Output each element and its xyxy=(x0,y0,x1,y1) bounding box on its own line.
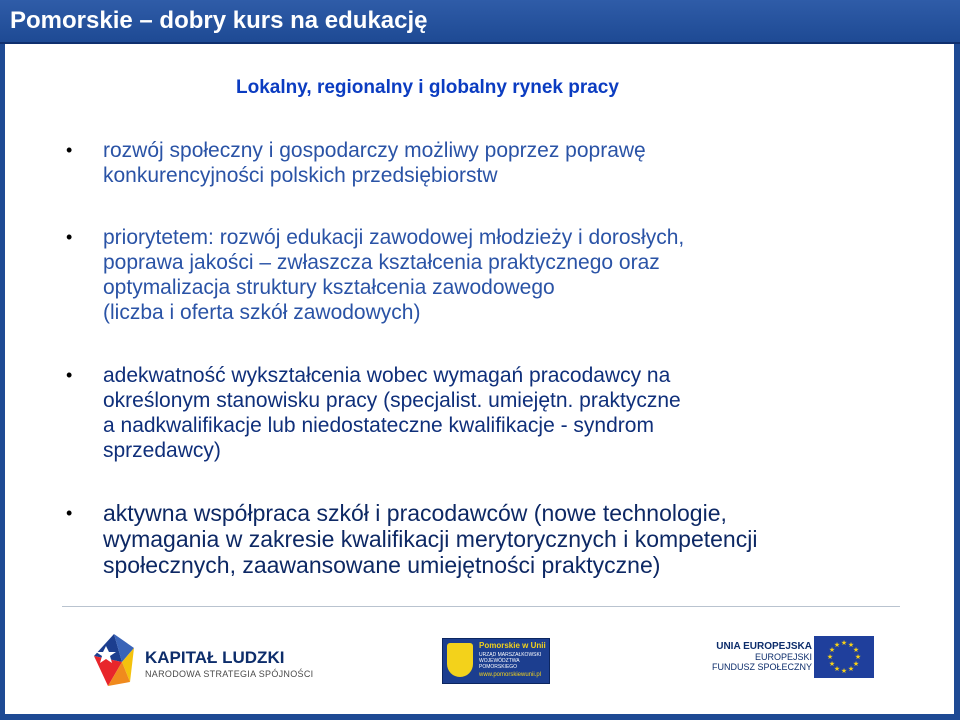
bullet-list xyxy=(62,138,862,578)
eu-text-block xyxy=(700,641,812,672)
svg-text:★: ★ xyxy=(833,641,841,649)
frame-left xyxy=(0,44,5,720)
frame-right xyxy=(954,44,960,720)
bullet-text: aktywna współpraca szkół i pracodawców (nowe technologie, wymagania w zakresie kwalifikacji merytorycznych i kompetencji społecznych, zaawansowane umiejętności praktyczne) xyxy=(103,500,758,578)
slide-heading: Lokalny, regionalny i globalny rynek pracy xyxy=(236,77,619,98)
bullet-marker: • xyxy=(66,503,73,523)
svg-text:★: ★ xyxy=(833,665,841,673)
header-title: Pomorskie – dobry kurs na edukację xyxy=(10,7,428,34)
kapital-ludzki-title: KAPITAŁ LUDZKI xyxy=(145,648,285,667)
svg-text:★: ★ xyxy=(840,639,848,647)
kapital-ludzki-subtitle: NARODOWA STRATEGIA SPÓJNOŚCI xyxy=(145,669,314,679)
pomorskie-logo xyxy=(442,638,550,684)
bullet-item xyxy=(62,138,862,188)
svg-text:★: ★ xyxy=(847,665,855,673)
pomorskie-title: Pomorskie w Unii xyxy=(479,641,546,650)
bullet-item xyxy=(62,225,862,325)
pomorskie-url: www.pomorskiewunii.pl xyxy=(479,672,542,678)
bullet-text: priorytetem: rozwój edukacji zawodowej młodzieży i dorosłych, poprawa jakości – zwłaszcza kształcenia praktycznego oraz optymalizacja struktury kształcenia zawodowego (liczba i oferta szkół zawodowych) xyxy=(103,226,685,324)
bullet-marker: • xyxy=(66,227,73,247)
bullet-marker: • xyxy=(66,140,73,160)
header-bar xyxy=(0,0,960,44)
bullet-marker: • xyxy=(66,365,73,385)
svg-text:★: ★ xyxy=(826,653,834,661)
bullet-item xyxy=(62,500,862,578)
bullet-text: rozwój społeczny i gospodarczy możliwy poprzez poprawę konkurencyjności polskich przedsiębiorstw xyxy=(103,139,646,187)
svg-text:★: ★ xyxy=(828,646,836,654)
eu-title: UNIA EUROPEJSKA xyxy=(716,641,812,652)
svg-text:★: ★ xyxy=(852,660,860,668)
svg-text:★: ★ xyxy=(847,641,855,649)
eu-line2: EUROPEJSKI xyxy=(754,652,812,662)
svg-text:★: ★ xyxy=(852,646,860,654)
svg-text:★: ★ xyxy=(828,660,836,668)
eu-line3: FUNDUSZ SPOŁECZNY xyxy=(711,662,812,672)
footer-divider xyxy=(62,606,900,607)
bullet-text: adekwatność wykształcenia wobec wymagań pracodawcy na określonym stanowisku pracy (specjalist. umiejętn. praktyczne a nadkwalifikacje lub niedostateczne kwalifikacje - syndrom sprzedawcy) xyxy=(103,364,681,462)
svg-text:★: ★ xyxy=(854,653,862,661)
frame-bottom xyxy=(0,714,960,720)
griffin-crest-icon xyxy=(447,643,473,677)
kapital-ludzki-logo-icon xyxy=(84,626,140,690)
pomorskie-subtitle: URZĄD MARSZAŁKOWSKI WOJEWÓDZTWA POMORSKIEGO xyxy=(479,652,542,670)
eu-flag-icon xyxy=(814,636,874,678)
bullet-item xyxy=(62,363,862,463)
svg-text:★: ★ xyxy=(840,667,848,675)
